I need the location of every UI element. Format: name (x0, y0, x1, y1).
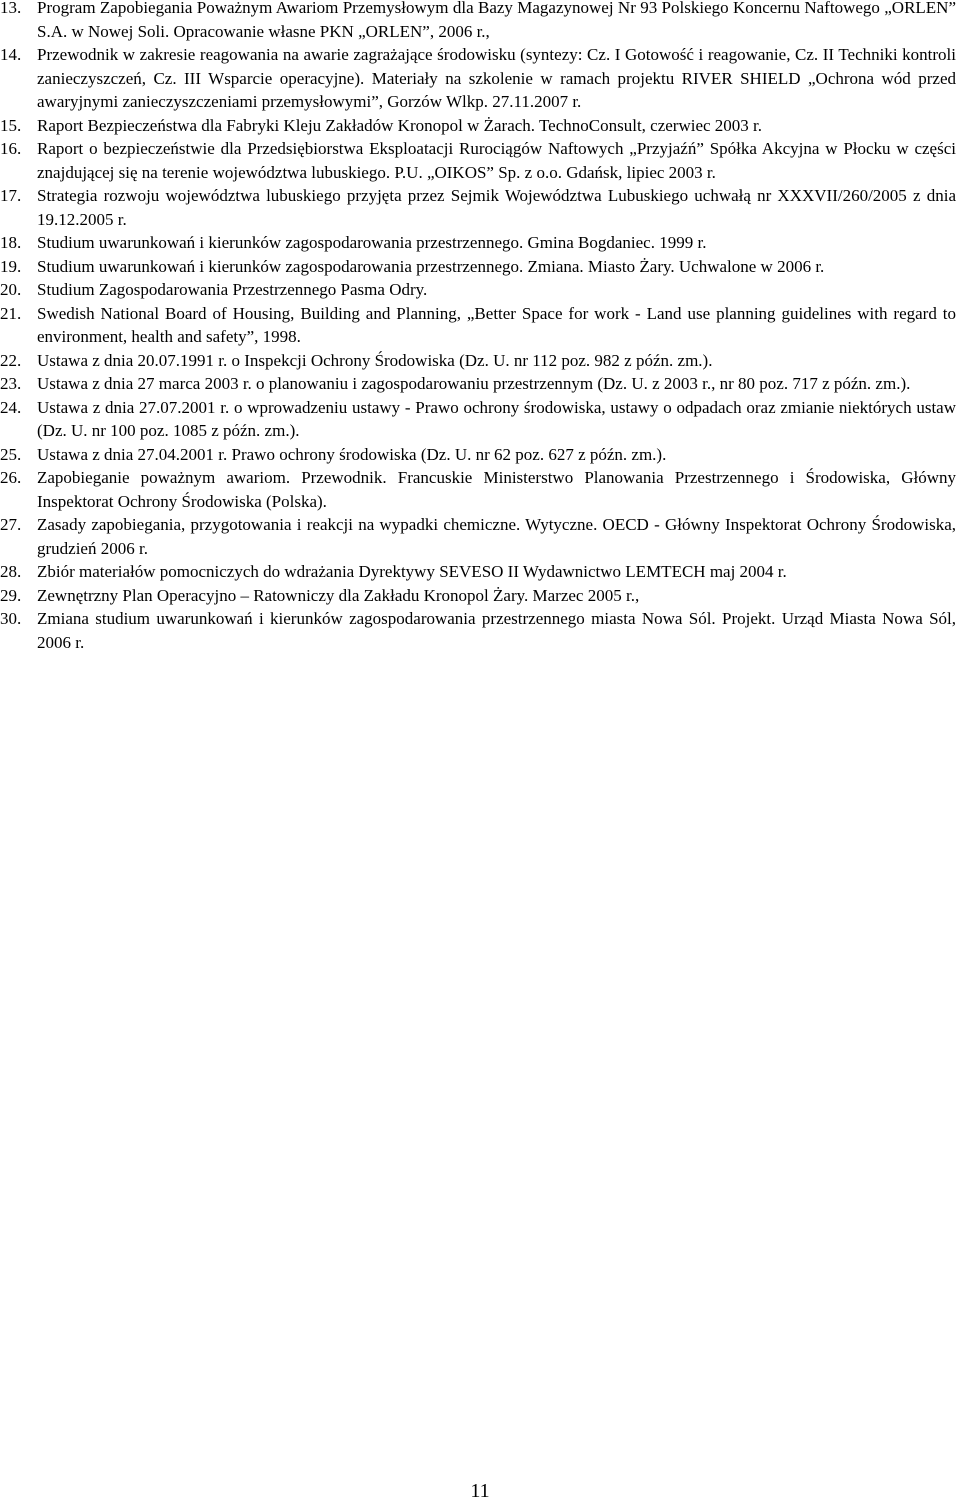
reference-item (0, 607, 956, 654)
reference-number: 16. (0, 139, 22, 158)
reference-number: 21. (0, 303, 22, 323)
reference-number: 25. (0, 444, 22, 464)
reference-item (0, 443, 956, 467)
reference-text: Zbiór materiałów pomocniczych do wdrażania Dyrektywy SEVESO II Wydawnictwo LEMTECH maj 2004 r. (37, 562, 787, 581)
reference-number: 24. (0, 397, 22, 417)
reference-text: Zasady zapobiegania, przygotowania i reakcji na wypadki chemiczne. Wytyczne. OECD - Główny Inspektorat Ochrony Środowiska, grudzień 2006 r. (37, 515, 956, 558)
reference-text: Swedish National Board of Housing, Building and Planning, „Better Space for work - Land use planning guidelines with regard to environment, health and safety”, 1998. (37, 303, 956, 346)
reference-text: Przewodnik w zakresie reagowania na awarie zagrażające środowisku (syntezy: Cz. I Gotowość i reagowanie, Cz. II Techniki kontroli zanieczyszczeń, Cz. III Wsparcie operacyjne). Materiały na szkolenie w ramach projektu RIVER SHIELD „Ochrona wód przed awaryjnymi zanieczyszczeniami przemysłowymi”, Gorzów Wlkp. 27.11.2007 r. (37, 45, 956, 111)
reference-number: 29. (0, 585, 22, 605)
reference-item (0, 560, 956, 584)
reference-item (0, 184, 956, 231)
reference-text: Zmiana studium uwarunkowań i kierunków zagospodarowania przestrzennego miasta Nowa Sól. Projekt. Urząd Miasta Nowa Sól, 2006 r. (37, 609, 956, 652)
reference-number: 27. (0, 515, 22, 534)
document-page (0, 0, 960, 654)
reference-text: Raport Bezpieczeństwa dla Fabryki Kleju Zakładów Kronopol w Żarach. TechnoConsult, czerwiec 2003 r. (37, 115, 763, 135)
reference-item (0, 114, 956, 138)
reference-item (0, 255, 956, 279)
reference-text: Ustawa z dnia 27 marca 2003 r. o planowaniu i zagospodarowaniu przestrzennym (Dz. U. z 2003 r., nr 80 poz. 717 z późn. zm.). (37, 374, 911, 393)
reference-item (0, 137, 956, 184)
reference-item (0, 396, 956, 443)
reference-number: 22. (0, 350, 22, 370)
reference-number: 20. (0, 280, 22, 299)
reference-text: Ustawa z dnia 20.07.1991 r. o Inspekcji Ochrony Środowiska (Dz. U. nr 112 poz. 982 z późn. zm.). (37, 350, 713, 370)
reference-item (0, 584, 956, 608)
reference-number: 28. (0, 562, 22, 581)
reference-number: 26. (0, 468, 22, 487)
reference-number: 30. (0, 609, 22, 628)
reference-text: Strategia rozwoju województwa lubuskiego przyjęta przez Sejmik Województwa Lubuskiego uchwałą nr XXXVII/260/2005 z dnia 19.12.2005 r. (37, 186, 956, 229)
reference-number: 23. (0, 374, 22, 393)
reference-text: Ustawa z dnia 27.07.2001 r. o wprowadzeniu ustawy - Prawo ochrony środowiska, ustawy o odpadach oraz zmianie niektórych ustaw (Dz. U. nr 100 poz. 1085 z późn. zm.). (37, 397, 956, 440)
reference-item (0, 466, 956, 513)
reference-text: Studium Zagospodarowania Przestrzennego Pasma Odry. (37, 280, 428, 299)
reference-item (0, 372, 956, 396)
reference-number: 18. (0, 233, 22, 252)
reference-item (0, 43, 956, 114)
reference-text: Raport o bezpieczeństwie dla Przedsiębiorstwa Eksploatacji Rurociągów Naftowych „Przyjaźń” Spółka Akcyjna w Płocku w części znajdującej się na terenie województwa lubuskiego. P.U. „OIKOS” Sp. z o.o. Gdańsk, lipiec 2003 r. (37, 139, 956, 182)
reference-number: 14. (0, 45, 22, 64)
reference-text: Studium uwarunkowań i kierunków zagospodarowania przestrzennego. Zmiana. Miasto Żary. Uchwalone w 2006 r. (37, 256, 825, 276)
reference-number: 15. (0, 115, 22, 135)
reference-item (0, 513, 956, 560)
page-number: 11 (470, 1480, 490, 1502)
reference-item (0, 302, 956, 349)
reference-text: Ustawa z dnia 27.04.2001 r. Prawo ochrony środowiska (Dz. U. nr 62 poz. 627 z późn. zm.). (37, 444, 667, 464)
reference-item (0, 349, 956, 373)
reference-text: Zapobieganie poważnym awariom. Przewodnik. Francuskie Ministerstwo Planowania Przestrzennego i Środowiska, Główny Inspektorat Ochrony Środowiska (Polska). (37, 468, 956, 511)
reference-number: 13. (0, 0, 22, 17)
reference-list (0, 0, 956, 654)
reference-item (0, 0, 956, 43)
reference-item (0, 278, 956, 302)
reference-text: Studium uwarunkowań i kierunków zagospodarowania przestrzennego. Gmina Bogdaniec. 1999 r. (37, 233, 707, 252)
reference-item (0, 231, 956, 255)
reference-number: 17. (0, 186, 22, 205)
reference-text: Zewnętrzny Plan Operacyjno – Ratowniczy dla Zakładu Kronopol Żary. Marzec 2005 r., (37, 585, 640, 605)
reference-number: 19. (0, 256, 22, 276)
reference-text: Program Zapobiegania Poważnym Awariom Przemysłowym dla Bazy Magazynowej Nr 93 Polskiego Koncernu Naftowego „ORLEN” S.A. w Nowej Soli. Opracowanie własne PKN „ORLEN”, 2006 r., (37, 0, 956, 41)
